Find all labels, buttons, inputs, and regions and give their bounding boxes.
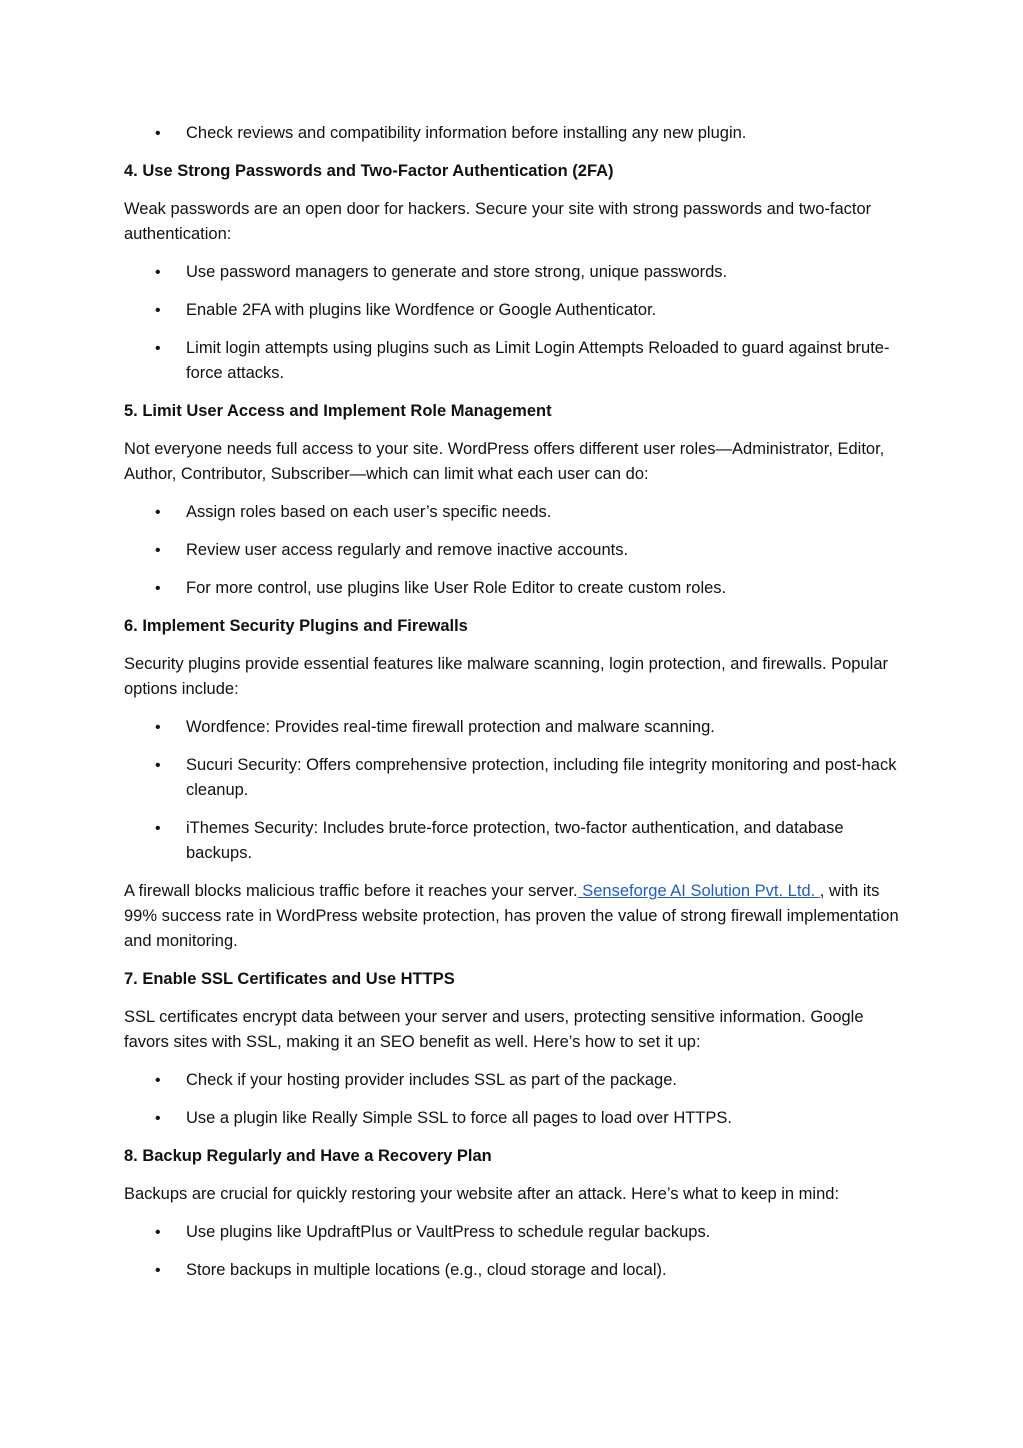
section-paragraph-5: Not everyone needs full access to your site. WordPress offers different user roles—Administrator, Editor, Author, Contributor, Subscriber—which can limit what each user can do:: [124, 440, 885, 483]
firewall-text-before: A firewall blocks malicious traffic before it reaches your server.: [124, 882, 578, 900]
list-item: • Assign roles based on each user’s specific needs.: [124, 500, 904, 525]
senseforge-link[interactable]: Senseforge AI Solution Pvt. Ltd.: [577, 882, 820, 900]
firewall-text-after: , with its 99% success rate in WordPress website protection, has proven the value of strong firewall implementation and monitoring.: [124, 882, 899, 950]
firewall-paragraph: [124, 879, 904, 954]
section-list-5: [124, 500, 904, 601]
list-item: • Use a plugin like Really Simple SSL to force all pages to load over HTTPS.: [124, 1106, 904, 1131]
section-heading-6: 6. Implement Security Plugins and Firewalls: [124, 617, 468, 635]
section-paragraph-7: SSL certificates encrypt data between your server and users, protecting sensitive information. Google favors sites with SSL, making it an SEO benefit as well. Here’s how to set it up:: [124, 1008, 864, 1051]
intro-list: [124, 121, 904, 146]
list-item: • For more control, use plugins like User Role Editor to create custom roles.: [124, 576, 904, 601]
list-item: • Use password managers to generate and store strong, unique passwords.: [124, 260, 904, 285]
section-heading-8: 8. Backup Regularly and Have a Recovery Plan: [124, 1147, 492, 1165]
section-paragraph-8: Backups are crucial for quickly restoring your website after an attack. Here’s what to keep in mind:: [124, 1185, 840, 1203]
section-heading-7: 7. Enable SSL Certificates and Use HTTPS: [124, 970, 455, 988]
list-item: • Review user access regularly and remove inactive accounts.: [124, 538, 904, 563]
section-paragraph-6: Security plugins provide essential features like malware scanning, login protection, and firewalls. Popular options include:: [124, 655, 888, 698]
document-page: [124, 121, 904, 1296]
section-heading-5: 5. Limit User Access and Implement Role Management: [124, 402, 552, 420]
section-heading-4: 4. Use Strong Passwords and Two-Factor Authentication (2FA): [124, 162, 614, 180]
section-list-8: [124, 1220, 904, 1283]
list-item: • Sucuri Security: Offers comprehensive protection, including file integrity monitoring and post-hack cleanup.: [124, 753, 904, 803]
list-item: • Use plugins like UpdraftPlus or VaultPress to schedule regular backups.: [124, 1220, 904, 1245]
list-item: • Check reviews and compatibility information before installing any new plugin.: [124, 121, 904, 146]
section-list-7: [124, 1068, 904, 1131]
list-item: • Check if your hosting provider includes SSL as part of the package.: [124, 1068, 904, 1093]
list-item: • Store backups in multiple locations (e.g., cloud storage and local).: [124, 1258, 904, 1283]
section-list-6: [124, 715, 904, 866]
section-list-4: [124, 260, 904, 386]
list-item: • Wordfence: Provides real-time firewall protection and malware scanning.: [124, 715, 904, 740]
list-item: • Enable 2FA with plugins like Wordfence or Google Authenticator.: [124, 298, 904, 323]
list-item: • iThemes Security: Includes brute-force protection, two-factor authentication, and database backups.: [124, 816, 904, 866]
list-item: • Limit login attempts using plugins such as Limit Login Attempts Reloaded to guard against brute-force attacks.: [124, 336, 904, 386]
section-paragraph-4: Weak passwords are an open door for hackers. Secure your site with strong passwords and two-factor authentication:: [124, 200, 872, 243]
